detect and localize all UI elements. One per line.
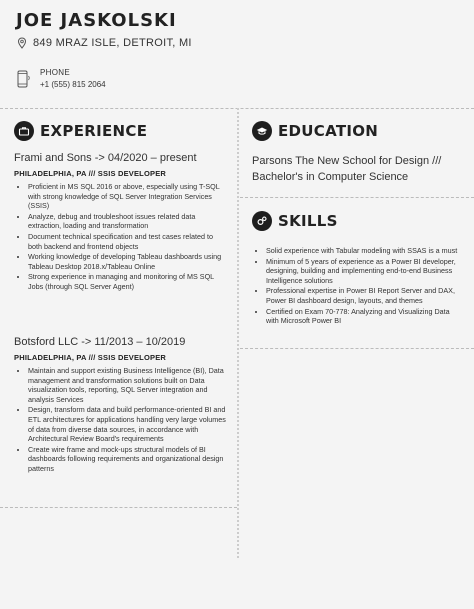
job-meta: PHILADELPHIA, PA /// SSIS DEVELOPER bbox=[14, 169, 167, 178]
divider-education-skills bbox=[240, 197, 474, 198]
job-title: Frami and Sons -> 04/2020 – present bbox=[14, 152, 197, 164]
gears-icon bbox=[256, 215, 268, 227]
divider-left-bottom bbox=[0, 507, 237, 508]
education-heading bbox=[252, 121, 378, 141]
experience-title: EXPERIENCE bbox=[40, 122, 148, 140]
list-item: • Proficient in MS SQL 2016 or above, especially using T-SQL with strong knowledge of SQL Server Integration Services (SSIS) bbox=[28, 182, 226, 211]
job-entry bbox=[14, 152, 226, 293]
address-line bbox=[16, 37, 456, 49]
skills-title: SKILLS bbox=[278, 212, 338, 230]
skills-icon-circle bbox=[252, 211, 272, 231]
skills-heading bbox=[252, 211, 338, 231]
resume-header bbox=[16, 10, 456, 49]
list-item: • Document technical specification and test cases related to both backend and frontend objects bbox=[28, 232, 226, 251]
phone-value: +1 (555) 815 2064 bbox=[40, 80, 106, 89]
job-entry bbox=[14, 336, 226, 475]
briefcase-icon bbox=[18, 125, 30, 137]
education-title: EDUCATION bbox=[278, 122, 379, 140]
phone-label: PHONE bbox=[40, 68, 70, 77]
skills-list-block bbox=[252, 242, 464, 327]
phone-icon bbox=[16, 70, 30, 88]
address-text: 849 MRAZ ISLE, DETROIT, MI bbox=[33, 37, 192, 49]
list-item: • Strong experience in managing and monitoring of MS SQL Jobs (through SQL Server Agent) bbox=[28, 272, 226, 291]
list-item: • Create wire frame and mock-ups structural models of BI dashboards following requirements and organizational design patterns bbox=[28, 445, 226, 474]
job-bullets bbox=[14, 182, 226, 292]
list-item: • Certified on Exam 70-778: Analyzing and Visualizing Data with Microsoft Power BI bbox=[266, 307, 464, 326]
education-text: Parsons The New School for Design /// Bachelor's in Computer Science bbox=[252, 155, 442, 183]
experience-heading bbox=[14, 121, 147, 141]
candidate-name: JOE JASKOLSKI bbox=[16, 10, 177, 31]
map-pin-icon bbox=[16, 37, 28, 49]
job-bullets bbox=[14, 366, 226, 474]
phone-block bbox=[16, 68, 106, 89]
job-title: Botsford LLC -> 11/2013 – 10/2019 bbox=[14, 336, 186, 348]
list-item: • Working knowledge of developing Tableau dashboards using Tableau Desktop 2018.x/Tableau Online bbox=[28, 252, 226, 271]
skills-bullets bbox=[252, 246, 464, 326]
experience-icon-circle bbox=[14, 121, 34, 141]
job-meta: PHILADELPHIA, PA /// SSIS DEVELOPER bbox=[14, 353, 167, 362]
list-item: • Professional expertise in Power BI Report Server and DAX, Power BI dashboard design, layouts, and themes bbox=[266, 286, 464, 305]
list-item: • Minimum of 5 years of experience as a Power BI developer, designing, building and implementing end-to-end Business Intelligence solutions bbox=[266, 257, 464, 286]
column-divider bbox=[237, 108, 239, 558]
education-icon-circle bbox=[252, 121, 272, 141]
list-item: • Maintain and support existing Business Intelligence (BI), Data management and transformation solutions built on Data visualization tools, reporting, SQL Server integration and analysis Services bbox=[28, 366, 226, 404]
list-item: • Solid experience with Tabular modeling with SSAS is a must bbox=[266, 246, 464, 256]
list-item: • Design, transform data and build performance-oriented BI and ETL architectures for applications handling very large volumes of data from diverse data sources, in accordance with Architectural Review Board's requirements bbox=[28, 405, 226, 443]
list-item: • Analyze, debug and troubleshoot issues related data extraction, loading and transformation bbox=[28, 212, 226, 231]
divider-skills-bottom bbox=[240, 348, 474, 349]
graduation-cap-icon bbox=[256, 125, 268, 137]
